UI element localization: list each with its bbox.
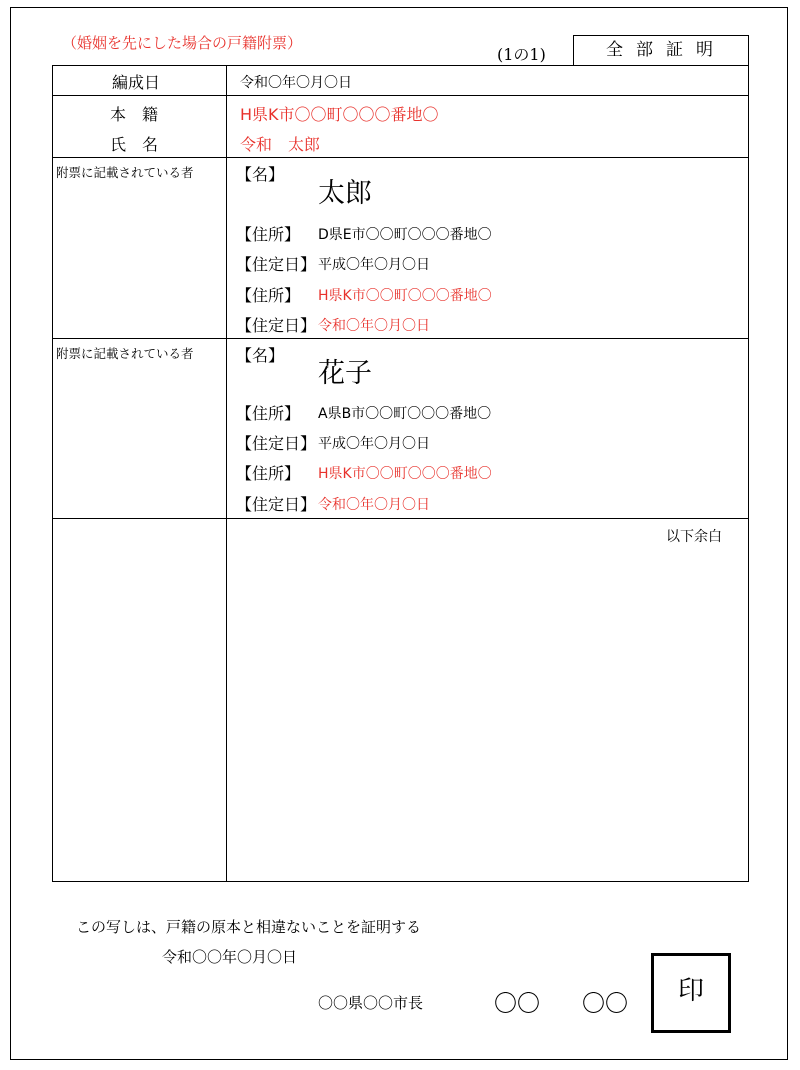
entry-value: 平成〇年〇月〇日 xyxy=(318,257,430,273)
honseki-label: 本 籍 xyxy=(110,105,159,124)
entry-tag: 【住所】 xyxy=(236,286,301,305)
hensei-label: 編成日 xyxy=(112,73,161,92)
form-note: （婚姻を先にした場合の戸籍附票） xyxy=(62,34,303,52)
certificate-type-box: 全部証明 xyxy=(573,35,749,65)
entry-value: H県K市〇〇町〇〇〇番地〇 xyxy=(318,288,492,304)
certification-text: この写しは、戸籍の原本と相違ないことを証明する xyxy=(76,918,422,936)
column-divider xyxy=(226,65,227,882)
row-line xyxy=(52,338,749,339)
entry-value: 平成〇年〇月〇日 xyxy=(318,436,430,452)
table-right-line xyxy=(748,65,749,882)
entry-value: 令和〇年〇月〇日 xyxy=(318,318,430,334)
entry-tag: 【住定日】 xyxy=(236,255,317,274)
table-top-line xyxy=(52,65,749,66)
shimei-value: 令和 太郎 xyxy=(240,135,321,154)
entry-value: A県B市〇〇町〇〇〇番地〇 xyxy=(318,406,492,422)
entry-tag: 【住定日】 xyxy=(236,495,317,514)
name-tag: 【名】 xyxy=(236,165,285,184)
mayor-given-name: 〇〇 xyxy=(582,991,628,1017)
end-note: 以下余白 xyxy=(666,529,722,545)
row-line xyxy=(52,518,749,519)
row-line xyxy=(52,95,749,96)
entry-value: H県K市〇〇町〇〇〇番地〇 xyxy=(318,466,492,482)
entry-tag: 【住定日】 xyxy=(236,434,317,453)
entry-tag: 【住所】 xyxy=(236,404,301,423)
seal-stamp: 印 xyxy=(651,953,731,1033)
row-line xyxy=(52,157,749,158)
page-number: (1の1) xyxy=(497,45,546,64)
certification-date: 令和〇〇年〇月〇日 xyxy=(162,948,298,966)
shimei-label: 氏 名 xyxy=(110,135,159,154)
person-side-label: 附票に記載されている者 xyxy=(56,165,194,180)
table-bottom-line xyxy=(52,881,749,882)
table-left-line xyxy=(52,65,53,882)
entry-tag: 【住所】 xyxy=(236,225,301,244)
honseki-value: H県K市〇〇町〇〇〇番地〇 xyxy=(240,105,439,124)
mayor-surname: 〇〇 xyxy=(494,991,540,1017)
entry-value: 令和〇年〇月〇日 xyxy=(318,497,430,513)
hensei-value: 令和〇年〇月〇日 xyxy=(240,75,352,91)
entry-value: D県E市〇〇町〇〇〇番地〇 xyxy=(318,227,492,243)
entry-tag: 【住所】 xyxy=(236,464,301,483)
name-tag: 【名】 xyxy=(236,346,285,365)
issuer: 〇〇県〇〇市長 xyxy=(318,994,424,1012)
person-name: 花子 xyxy=(318,358,372,389)
person-side-label: 附票に記載されている者 xyxy=(56,346,194,361)
entry-tag: 【住定日】 xyxy=(236,316,317,335)
person-name: 太郎 xyxy=(318,178,372,209)
